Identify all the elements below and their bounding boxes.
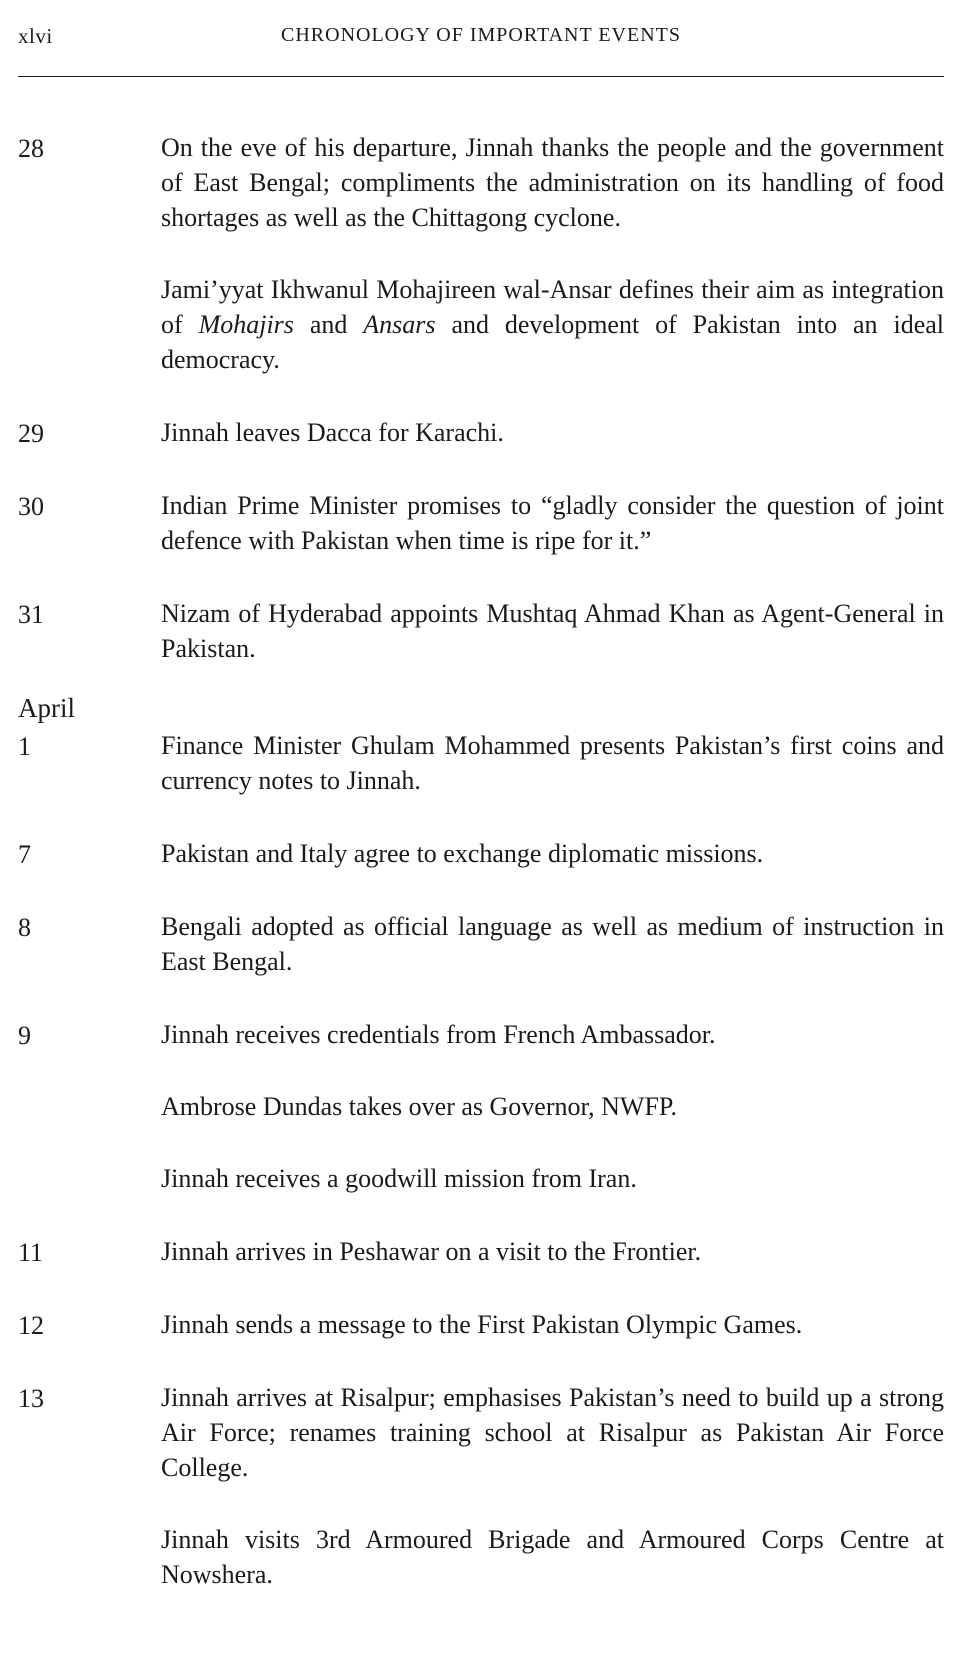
chronology-content (18, 130, 944, 1630)
chronology-entry (18, 596, 944, 666)
chronology-entry (18, 1017, 944, 1196)
chronology-entry (18, 836, 944, 871)
entry-text: Pakistan and Italy agree to exchange diplomatic missions. (161, 839, 764, 868)
entry-day: 9 (18, 1021, 31, 1050)
running-title: CHRONOLOGY OF IMPORTANT EVENTS (281, 24, 681, 46)
entry-text: Jinnah leaves Dacca for Karachi. (161, 418, 504, 447)
entry-day: 30 (18, 492, 44, 521)
chronology-entry (18, 1234, 944, 1269)
entry-day: 11 (18, 1238, 44, 1267)
chronology-entry (18, 130, 944, 377)
entry-day: 7 (18, 840, 31, 869)
entry-day: 13 (18, 1384, 44, 1413)
entry-text: Jinnah receives a goodwill mission from Iran. (161, 1164, 637, 1193)
entry-day: 8 (18, 913, 31, 942)
chronology-entry (18, 728, 944, 798)
chronology-entry (18, 415, 944, 450)
entry-day: 1 (18, 732, 31, 761)
month-heading: April (18, 693, 75, 723)
entry-day: 28 (18, 134, 44, 163)
entry-text: Finance Minister Ghulam Mohammed presents Pakistan’s first coins and currency notes to Jinnah. (161, 731, 944, 795)
entry-text: Bengali adopted as official language as well as medium of instruction in East Bengal. (161, 912, 944, 976)
entry-text: Jinnah arrives at Risalpur; emphasises Pakistan’s need to build up a strong Air Force; renames training school at Risalpur as Pakistan Air Force College. (161, 1383, 944, 1482)
entry-day: 31 (18, 600, 44, 629)
chronology-entry (18, 1380, 944, 1592)
entry-text: Jinnah sends a message to the First Pakistan Olympic Games. (161, 1310, 803, 1339)
page-header (18, 18, 944, 77)
entry-text: Jinnah receives credentials from French Ambassador. (161, 1020, 716, 1049)
entry-text: Jami’yyat Ikhwanul Mohajireen wal-Ansar defines their aim as integration of Mohajirs and Ansars and development of Pakistan into an ideal democracy. (161, 275, 944, 374)
entry-day: 12 (18, 1311, 44, 1340)
entry-text: Nizam of Hyderabad appoints Mushtaq Ahmad Khan as Agent-General in Pakistan. (161, 599, 944, 663)
page-number: xlvi (18, 24, 53, 48)
entry-day: 29 (18, 419, 44, 448)
chronology-entry (18, 1307, 944, 1342)
chronology-entry (18, 488, 944, 558)
entry-text: Jinnah arrives in Peshawar on a visit to the Frontier. (161, 1237, 702, 1266)
entry-text: Indian Prime Minister promises to “gladly consider the question of joint defence with Pakistan when time is ripe for it.” (161, 491, 944, 555)
entry-text: Ambrose Dundas takes over as Governor, NWFP. (161, 1092, 677, 1121)
chronology-entry (18, 909, 944, 979)
entry-text: On the eve of his departure, Jinnah thanks the people and the government of East Bengal; compliments the administration on its handling of food shortages as well as the Chittagong cyclone. (161, 133, 944, 232)
entry-text: Jinnah visits 3rd Armoured Brigade and Armoured Corps Centre at Nowshera. (161, 1525, 944, 1589)
